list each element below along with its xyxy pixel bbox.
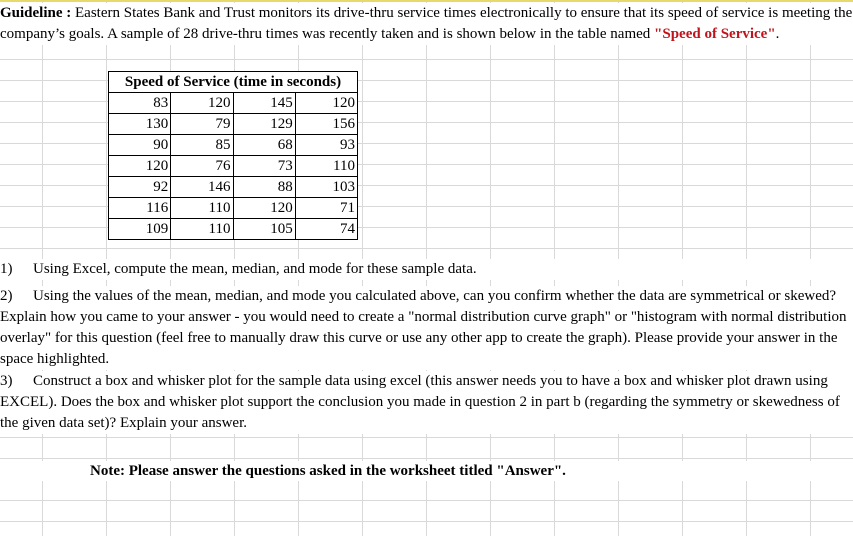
table-cell[interactable]: 92 — [109, 177, 171, 198]
guideline-text: Eastern States Bank and Trust monitors its drive-thru service times electronically to ensure that its speed of service is meeting the company’s goals. A sample of 28 drive-thru times was recently taken and is shown below in the table named — [0, 5, 853, 42]
question-text: Using the values of the mean, median, and mode you calculated above, can you confirm whether the data are symmetrical or skewed? Explain how you came to your answer - you would need to create a "normal distribution curve graph" or "histogram with normal distribution overlay" for this question (feel free to manually draw this curve or use any other app to create the graph). Please provide your answer in the space highlighted. — [0, 288, 847, 367]
table-cell[interactable]: 90 — [109, 135, 171, 156]
table-cell[interactable]: 76 — [171, 156, 233, 177]
table-cell[interactable]: 120 — [109, 156, 171, 177]
table-cell[interactable]: 120 — [295, 93, 357, 114]
table-cell[interactable]: 110 — [295, 156, 357, 177]
table-cell[interactable]: 146 — [171, 177, 233, 198]
table-cell[interactable]: 93 — [295, 135, 357, 156]
table-cell[interactable]: 85 — [171, 135, 233, 156]
table-cell[interactable]: 71 — [295, 198, 357, 219]
table-cell[interactable]: 73 — [233, 156, 295, 177]
table-name-highlight: "Speed of Service" — [654, 26, 776, 42]
question-number: 2) — [0, 288, 13, 304]
question-3 — [0, 371, 853, 434]
top-border — [0, 0, 853, 2]
note-line — [0, 461, 853, 481]
table-cell[interactable]: 105 — [233, 219, 295, 240]
table-cell[interactable]: 109 — [109, 219, 171, 240]
question-number: 3) — [0, 373, 13, 389]
table-cell[interactable]: 120 — [171, 93, 233, 114]
table-cell[interactable]: 130 — [109, 114, 171, 135]
table-cell[interactable]: 145 — [233, 93, 295, 114]
table-row — [109, 177, 357, 198]
guideline-label: Guideline : — [0, 5, 72, 21]
question-text: Using Excel, compute the mean, median, and mode for these sample data. — [33, 261, 477, 277]
table-cell[interactable]: 83 — [109, 93, 171, 114]
table-cell[interactable]: 79 — [171, 114, 233, 135]
table-row — [109, 219, 357, 240]
table-cell[interactable]: 116 — [109, 198, 171, 219]
table-row — [109, 156, 357, 177]
table-cell[interactable]: 68 — [233, 135, 295, 156]
table-cell[interactable]: 103 — [295, 177, 357, 198]
question-1 — [0, 259, 853, 280]
table-cell[interactable]: 110 — [171, 219, 233, 240]
table-cell[interactable]: 156 — [295, 114, 357, 135]
table-row — [109, 135, 357, 156]
question-text: Construct a box and whisker plot for the sample data using excel (this answer needs you to have a box and whisker plot drawn using EXCEL). Does the box and whisker plot support the conclusion you made in question 2 in part b (regarding the symmetry or skewedness of the given data set)? Explain your answer. — [0, 373, 840, 431]
table-cell[interactable]: 129 — [233, 114, 295, 135]
table-cell[interactable]: 74 — [340, 221, 355, 237]
guideline-end: . — [775, 26, 780, 42]
note-text: Note: Please answer the questions asked in the worksheet titled "Answer". — [90, 463, 566, 479]
table-row — [109, 198, 357, 219]
table-title: Speed of Service (time in seconds) — [109, 72, 357, 93]
speed-of-service-table — [108, 71, 358, 240]
table-row — [109, 93, 357, 114]
table-row — [109, 114, 357, 135]
guideline-paragraph — [0, 3, 853, 45]
question-2 — [0, 286, 853, 370]
question-number: 1) — [0, 261, 13, 277]
table-body — [109, 93, 357, 239]
table-cell[interactable]: 110 — [171, 198, 233, 219]
data-table — [109, 93, 357, 239]
table-cell[interactable]: 120 — [233, 198, 295, 219]
table-cell[interactable]: 88 — [233, 177, 295, 198]
